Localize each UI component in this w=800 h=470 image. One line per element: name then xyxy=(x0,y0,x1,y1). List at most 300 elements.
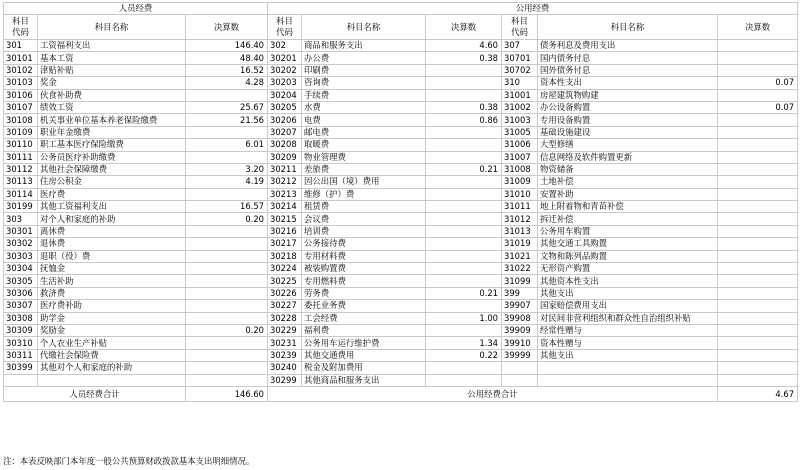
header-amount: 决算数 xyxy=(186,15,268,40)
item-code: 31002 xyxy=(502,101,538,113)
item-code: 30108 xyxy=(4,114,38,126)
table-row xyxy=(4,163,798,175)
header-code-line1: 科目 xyxy=(511,16,528,26)
item-name: 其他支出 xyxy=(538,287,718,299)
table-row xyxy=(4,176,798,188)
item-amount: 4.19 xyxy=(186,176,268,188)
item-name: 其他商品和服务支出 xyxy=(302,374,426,386)
item-amount: 25.67 xyxy=(186,101,268,113)
item-code: 30205 xyxy=(268,101,302,113)
item-name: 取暖费 xyxy=(302,139,426,151)
item-name: 委托业务费 xyxy=(302,300,426,312)
item-code: 30310 xyxy=(4,337,38,349)
table-row xyxy=(4,362,798,374)
item-amount xyxy=(426,89,502,101)
item-name xyxy=(538,362,718,374)
item-name: 拆迁补偿 xyxy=(538,213,718,225)
header-code xyxy=(502,15,538,40)
public-total-value: 4.67 xyxy=(718,386,798,401)
item-code: 31011 xyxy=(502,201,538,213)
header-amount: 决算数 xyxy=(718,15,798,40)
item-code: 31022 xyxy=(502,263,538,275)
item-name: 邮电费 xyxy=(302,126,426,138)
item-code: 30103 xyxy=(4,77,38,89)
item-name xyxy=(538,374,718,386)
item-name: 津贴补贴 xyxy=(38,64,186,76)
table-row xyxy=(4,139,798,151)
item-name: 退职（役）费 xyxy=(38,250,186,262)
item-amount xyxy=(186,126,268,138)
item-amount xyxy=(186,374,268,386)
item-code: 31021 xyxy=(502,250,538,262)
item-name: 其他支出 xyxy=(538,349,718,361)
item-name: 信息网络及软件购置更新 xyxy=(538,151,718,163)
item-code: 30304 xyxy=(4,263,38,275)
header-code-line2: 代码 xyxy=(511,27,528,37)
item-code: 30109 xyxy=(4,126,38,138)
item-amount xyxy=(186,151,268,163)
item-name: 差旅费 xyxy=(302,163,426,175)
item-name: 对个人和家庭的补助 xyxy=(38,213,186,225)
item-name: 地上附着物和青苗补偿 xyxy=(538,201,718,213)
table-row xyxy=(4,300,798,312)
item-code: 30214 xyxy=(268,201,302,213)
table-row xyxy=(4,275,798,287)
item-amount xyxy=(426,238,502,250)
footnote: 注：本表反映部门本年度一般公共预算财政拨款基本支出明细情况。 xyxy=(3,456,255,466)
item-code: 30299 xyxy=(268,374,302,386)
item-amount: 0.20 xyxy=(186,324,268,336)
item-code: 30106 xyxy=(4,89,38,101)
table-row xyxy=(4,349,798,361)
item-code: 30309 xyxy=(4,324,38,336)
item-name: 生活补助 xyxy=(38,275,186,287)
item-code: 30240 xyxy=(268,362,302,374)
item-amount xyxy=(426,362,502,374)
item-amount xyxy=(718,139,798,151)
table-row xyxy=(4,238,798,250)
item-code: 30702 xyxy=(502,64,538,76)
item-name: 资本性赠与 xyxy=(538,337,718,349)
item-code: 30110 xyxy=(4,139,38,151)
table-row xyxy=(4,52,798,64)
item-name: 商品和服务支出 xyxy=(302,40,426,52)
item-code: 30212 xyxy=(268,176,302,188)
item-code: 31006 xyxy=(502,139,538,151)
item-name: 大型修缮 xyxy=(538,139,718,151)
item-amount: 6.01 xyxy=(186,139,268,151)
table-row xyxy=(4,250,798,262)
item-name: 被装购置费 xyxy=(302,263,426,275)
item-code: 39907 xyxy=(502,300,538,312)
item-name: 公务用车运行维护费 xyxy=(302,337,426,349)
item-amount: 4.60 xyxy=(426,40,502,52)
item-code: 30218 xyxy=(268,250,302,262)
table-row xyxy=(4,225,798,237)
item-name: 助学金 xyxy=(38,312,186,324)
table-row xyxy=(4,201,798,213)
column-header-row xyxy=(4,15,798,40)
item-code: 301 xyxy=(4,40,38,52)
item-amount xyxy=(186,263,268,275)
item-code: 307 xyxy=(502,40,538,52)
personnel-total-value: 146.60 xyxy=(186,386,268,401)
item-name: 其他社会保障缴费 xyxy=(38,163,186,175)
item-code: 30101 xyxy=(4,52,38,64)
item-name: 培训费 xyxy=(302,225,426,237)
item-amount: 16.57 xyxy=(186,201,268,213)
item-code xyxy=(4,374,38,386)
item-code: 30113 xyxy=(4,176,38,188)
item-amount xyxy=(186,300,268,312)
item-amount xyxy=(426,324,502,336)
item-name: 住房公积金 xyxy=(38,176,186,188)
table-row xyxy=(4,101,798,113)
item-code: 30211 xyxy=(268,163,302,175)
header-amount: 决算数 xyxy=(426,15,502,40)
item-code: 30228 xyxy=(268,312,302,324)
item-name: 奖励金 xyxy=(38,324,186,336)
item-name: 救济费 xyxy=(38,287,186,299)
item-amount xyxy=(186,349,268,361)
item-name: 咨询费 xyxy=(302,77,426,89)
item-amount xyxy=(426,300,502,312)
item-name: 无形资产购置 xyxy=(538,263,718,275)
item-amount xyxy=(718,324,798,336)
item-name: 福利费 xyxy=(302,324,426,336)
item-code: 30239 xyxy=(268,349,302,361)
item-code: 30305 xyxy=(4,275,38,287)
header-name: 科目名称 xyxy=(38,15,186,40)
item-code: 31010 xyxy=(502,188,538,200)
item-amount: 0.38 xyxy=(426,101,502,113)
item-amount: 0.07 xyxy=(718,77,798,89)
item-code: 30203 xyxy=(268,77,302,89)
item-amount xyxy=(426,188,502,200)
item-code: 31009 xyxy=(502,176,538,188)
item-amount xyxy=(186,188,268,200)
item-amount xyxy=(426,263,502,275)
header-code-line1: 科目 xyxy=(12,16,29,26)
table-row xyxy=(4,40,798,52)
table-row xyxy=(4,337,798,349)
item-code: 30208 xyxy=(268,139,302,151)
item-name: 基本工资 xyxy=(38,52,186,64)
item-amount xyxy=(186,238,268,250)
item-name: 专用材料费 xyxy=(302,250,426,262)
item-name: 职业年金缴费 xyxy=(38,126,186,138)
item-code: 30306 xyxy=(4,287,38,299)
item-code: 30229 xyxy=(268,324,302,336)
item-name: 退休费 xyxy=(38,238,186,250)
item-amount xyxy=(718,201,798,213)
item-amount xyxy=(426,201,502,213)
item-name: 办公设备购置 xyxy=(538,101,718,113)
public-total-label: 公用经费合计 xyxy=(268,386,718,401)
item-code: 30209 xyxy=(268,151,302,163)
item-amount xyxy=(718,300,798,312)
item-name: 其他资本性支出 xyxy=(538,275,718,287)
item-name: 其他交通工具购置 xyxy=(538,238,718,250)
item-amount xyxy=(186,89,268,101)
item-amount xyxy=(186,312,268,324)
item-code xyxy=(502,374,538,386)
expenditure-table-wrapper xyxy=(3,2,798,402)
item-amount: 0.38 xyxy=(426,52,502,64)
item-name: 其他交通费用 xyxy=(302,349,426,361)
personnel-total-label: 人员经费合计 xyxy=(4,386,186,401)
header-code-line1: 科目 xyxy=(276,16,293,26)
item-code: 30202 xyxy=(268,64,302,76)
item-code: 30107 xyxy=(4,101,38,113)
item-amount xyxy=(426,139,502,151)
item-amount xyxy=(426,64,502,76)
item-name: 文物和陈列品购置 xyxy=(538,250,718,262)
item-name: 个人农业生产补贴 xyxy=(38,337,186,349)
table-row xyxy=(4,126,798,138)
table-row xyxy=(4,77,798,89)
item-name: 奖金 xyxy=(38,77,186,89)
item-amount: 48.40 xyxy=(186,52,268,64)
item-amount xyxy=(718,362,798,374)
item-code: 30207 xyxy=(268,126,302,138)
item-amount xyxy=(426,374,502,386)
item-code: 39910 xyxy=(502,337,538,349)
header-code-line2: 代码 xyxy=(276,27,293,37)
item-code: 30303 xyxy=(4,250,38,262)
item-amount xyxy=(718,40,798,52)
table-row xyxy=(4,324,798,336)
item-amount xyxy=(718,225,798,237)
item-amount xyxy=(718,163,798,175)
item-code: 31007 xyxy=(502,151,538,163)
item-amount xyxy=(718,176,798,188)
item-amount: 4.28 xyxy=(186,77,268,89)
item-amount: 3.20 xyxy=(186,163,268,175)
item-code: 30201 xyxy=(268,52,302,64)
item-amount xyxy=(718,64,798,76)
item-name xyxy=(38,374,186,386)
item-name: 办公费 xyxy=(302,52,426,64)
item-amount xyxy=(426,77,502,89)
item-name: 水费 xyxy=(302,101,426,113)
item-amount: 0.21 xyxy=(426,287,502,299)
item-code: 30701 xyxy=(502,52,538,64)
item-amount xyxy=(718,188,798,200)
item-amount xyxy=(718,89,798,101)
section-public: 公用经费 xyxy=(268,3,798,15)
item-amount xyxy=(186,337,268,349)
item-code: 30111 xyxy=(4,151,38,163)
item-code: 31099 xyxy=(502,275,538,287)
item-amount xyxy=(718,374,798,386)
expenditure-table xyxy=(3,2,798,402)
item-amount xyxy=(426,250,502,262)
item-code: 30199 xyxy=(4,201,38,213)
item-name: 土地补偿 xyxy=(538,176,718,188)
item-amount xyxy=(718,349,798,361)
item-code: 30308 xyxy=(4,312,38,324)
item-code: 30206 xyxy=(268,114,302,126)
item-code: 30215 xyxy=(268,213,302,225)
item-code: 30114 xyxy=(4,188,38,200)
item-amount xyxy=(718,126,798,138)
header-name: 科目名称 xyxy=(538,15,718,40)
item-code: 30102 xyxy=(4,64,38,76)
item-name: 抚恤金 xyxy=(38,263,186,275)
totals-row xyxy=(4,386,798,401)
item-name: 工资福利支出 xyxy=(38,40,186,52)
item-name: 资本性支出 xyxy=(538,77,718,89)
item-amount: 0.20 xyxy=(186,213,268,225)
item-amount xyxy=(718,52,798,64)
item-name: 其他对个人和家庭的补助 xyxy=(38,362,186,374)
item-name: 经常性赠与 xyxy=(538,324,718,336)
item-code: 31013 xyxy=(502,225,538,237)
header-code xyxy=(4,15,38,40)
item-name: 国家赔偿费用支出 xyxy=(538,300,718,312)
item-code: 399 xyxy=(502,287,538,299)
item-code: 30307 xyxy=(4,300,38,312)
item-code xyxy=(502,362,538,374)
item-name: 维修（护）费 xyxy=(302,188,426,200)
item-name: 工会经费 xyxy=(302,312,426,324)
item-amount: 16.52 xyxy=(186,64,268,76)
item-name: 电费 xyxy=(302,114,426,126)
item-amount xyxy=(426,213,502,225)
item-name: 基础设施建设 xyxy=(538,126,718,138)
item-amount xyxy=(426,151,502,163)
item-amount: 0.07 xyxy=(718,101,798,113)
item-amount: 21.56 xyxy=(186,114,268,126)
item-code: 39908 xyxy=(502,312,538,324)
item-name: 手续费 xyxy=(302,89,426,101)
item-amount xyxy=(718,238,798,250)
table-row xyxy=(4,188,798,200)
item-code: 30399 xyxy=(4,362,38,374)
item-name: 绩效工资 xyxy=(38,101,186,113)
item-code: 30227 xyxy=(268,300,302,312)
item-code: 30217 xyxy=(268,238,302,250)
item-name: 公务接待费 xyxy=(302,238,426,250)
item-code: 31001 xyxy=(502,89,538,101)
header-code xyxy=(268,15,302,40)
item-amount xyxy=(426,225,502,237)
item-amount xyxy=(718,312,798,324)
item-amount xyxy=(718,250,798,262)
item-name: 代缴社会保险费 xyxy=(38,349,186,361)
item-amount xyxy=(718,337,798,349)
item-amount xyxy=(718,287,798,299)
item-name: 债务利息及费用支出 xyxy=(538,40,718,52)
item-amount: 1.34 xyxy=(426,337,502,349)
item-code: 310 xyxy=(502,77,538,89)
item-code: 31008 xyxy=(502,163,538,175)
item-amount xyxy=(186,250,268,262)
item-name: 离休费 xyxy=(38,225,186,237)
item-name: 国外债务付息 xyxy=(538,64,718,76)
item-code: 30231 xyxy=(268,337,302,349)
item-code: 30216 xyxy=(268,225,302,237)
table-row xyxy=(4,213,798,225)
table-row xyxy=(4,64,798,76)
item-name: 会议费 xyxy=(302,213,426,225)
item-name: 专用设备购置 xyxy=(538,114,718,126)
item-name: 租赁费 xyxy=(302,201,426,213)
item-amount xyxy=(718,263,798,275)
item-code: 303 xyxy=(4,213,38,225)
section-personnel: 人员经费 xyxy=(4,3,268,15)
item-name: 其他工资福利支出 xyxy=(38,201,186,213)
item-code: 39909 xyxy=(502,324,538,336)
item-code: 39999 xyxy=(502,349,538,361)
table-row xyxy=(4,151,798,163)
item-code: 30301 xyxy=(4,225,38,237)
item-code: 30224 xyxy=(268,263,302,275)
item-name: 房屋建筑物购建 xyxy=(538,89,718,101)
table-row xyxy=(4,263,798,275)
item-name: 对民间非营利组织和群众性自治组织补贴 xyxy=(538,312,718,324)
item-name: 物资储备 xyxy=(538,163,718,175)
item-name: 医疗费补助 xyxy=(38,300,186,312)
item-code: 31003 xyxy=(502,114,538,126)
item-name: 印刷费 xyxy=(302,64,426,76)
item-name: 税金及附加费用 xyxy=(302,362,426,374)
item-code: 30226 xyxy=(268,287,302,299)
item-amount xyxy=(186,275,268,287)
item-amount: 0.86 xyxy=(426,114,502,126)
item-code: 30112 xyxy=(4,163,38,175)
item-name: 专用燃料费 xyxy=(302,275,426,287)
item-amount xyxy=(426,176,502,188)
item-code: 30311 xyxy=(4,349,38,361)
item-name: 劳务费 xyxy=(302,287,426,299)
item-code: 30225 xyxy=(268,275,302,287)
item-amount xyxy=(718,275,798,287)
item-amount xyxy=(718,213,798,225)
header-code-line2: 代码 xyxy=(12,27,29,37)
table-row xyxy=(4,114,798,126)
item-code: 302 xyxy=(268,40,302,52)
table-row xyxy=(4,287,798,299)
item-code: 31012 xyxy=(502,213,538,225)
item-amount: 0.22 xyxy=(426,349,502,361)
item-code: 31005 xyxy=(502,126,538,138)
table-row xyxy=(4,312,798,324)
header-name: 科目名称 xyxy=(302,15,426,40)
item-name: 公务用车购置 xyxy=(538,225,718,237)
item-amount xyxy=(426,126,502,138)
item-name: 公务员医疗补助缴费 xyxy=(38,151,186,163)
item-name: 伙食补助费 xyxy=(38,89,186,101)
item-amount: 0.21 xyxy=(426,163,502,175)
table-row xyxy=(4,374,798,386)
item-amount xyxy=(718,114,798,126)
item-name: 职工基本医疗保险缴费 xyxy=(38,139,186,151)
item-name: 因公出国（境）费用 xyxy=(302,176,426,188)
table-row xyxy=(4,89,798,101)
item-amount xyxy=(186,287,268,299)
item-name: 机关事业单位基本养老保险缴费 xyxy=(38,114,186,126)
item-code: 30204 xyxy=(268,89,302,101)
item-name: 安置补助 xyxy=(538,188,718,200)
item-name: 国内债务付息 xyxy=(538,52,718,64)
item-amount xyxy=(186,362,268,374)
item-code: 30213 xyxy=(268,188,302,200)
item-amount xyxy=(718,151,798,163)
item-amount xyxy=(426,275,502,287)
item-amount xyxy=(186,225,268,237)
